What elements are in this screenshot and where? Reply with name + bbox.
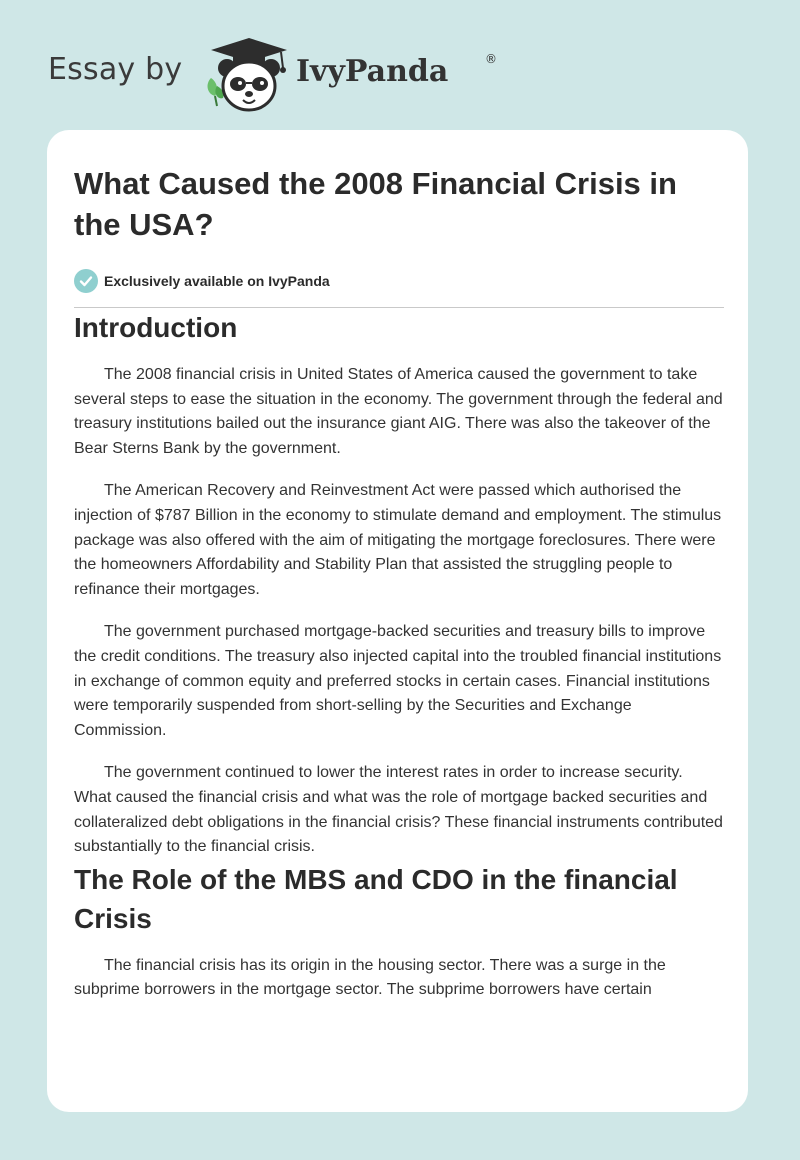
page-title: What Caused the 2008 Financial Crisis in the USA? bbox=[74, 166, 677, 242]
section-heading-introduction: Introduction bbox=[74, 312, 238, 343]
essay-content bbox=[74, 163, 724, 1003]
brand-name[interactable]: IvyPanda bbox=[296, 54, 449, 89]
site-header bbox=[48, 28, 568, 118]
essay-card bbox=[47, 130, 748, 1112]
check-circle-icon bbox=[74, 269, 98, 293]
panda-graduate-icon[interactable] bbox=[203, 34, 295, 114]
registered-mark: ® bbox=[485, 52, 497, 66]
paragraph: The 2008 financial crisis in United States of America caused the government to take several steps to ease the situation in the economy. The government through the federal and treasury institutions bailed out the insurance giant AIG. There was also the takeover of the Bear Sterns Bank by the government. bbox=[74, 366, 723, 457]
paragraph: The financial crisis has its origin in the housing sector. There was a surge in the subprime borrowers in the mortgage sector. The subprime borrowers have certain bbox=[74, 956, 666, 999]
section-heading-role-mbs-cdo: The Role of the MBS and CDO in the financial Crisis bbox=[74, 863, 678, 934]
exclusive-badge bbox=[74, 267, 724, 295]
essay-by-label: Essay by bbox=[48, 52, 183, 87]
paragraph: The American Recovery and Reinvestment Act were passed which authorised the injection of $787 Billion in the economy to stimulate demand and employment. The stimulus package was also offered with the aim of mitigating the mortgage foreclosures. There were the homeowners Affordability and Stability Plan that assisted the struggling people to refinance their mortgages. bbox=[74, 482, 722, 598]
exclusive-label: Exclusively available on IvyPanda bbox=[104, 273, 330, 289]
paragraph: The government continued to lower the interest rates in order to increase security. What caused the financial crisis and what was the role of mortgage backed securities and collateralized debt obligations in the financial crisis? These financial instruments contributed substantially to the financial crisis. bbox=[74, 764, 723, 856]
paragraph: The government purchased mortgage-backed securities and treasury bills to improve the credit conditions. The treasury also injected capital into the troubled financial institutions in exchange of common equity and preferred stocks in certain cases. Financial institutions were temporarily suspended from short-selling by the Securities and Exchange Commission. bbox=[74, 623, 722, 739]
